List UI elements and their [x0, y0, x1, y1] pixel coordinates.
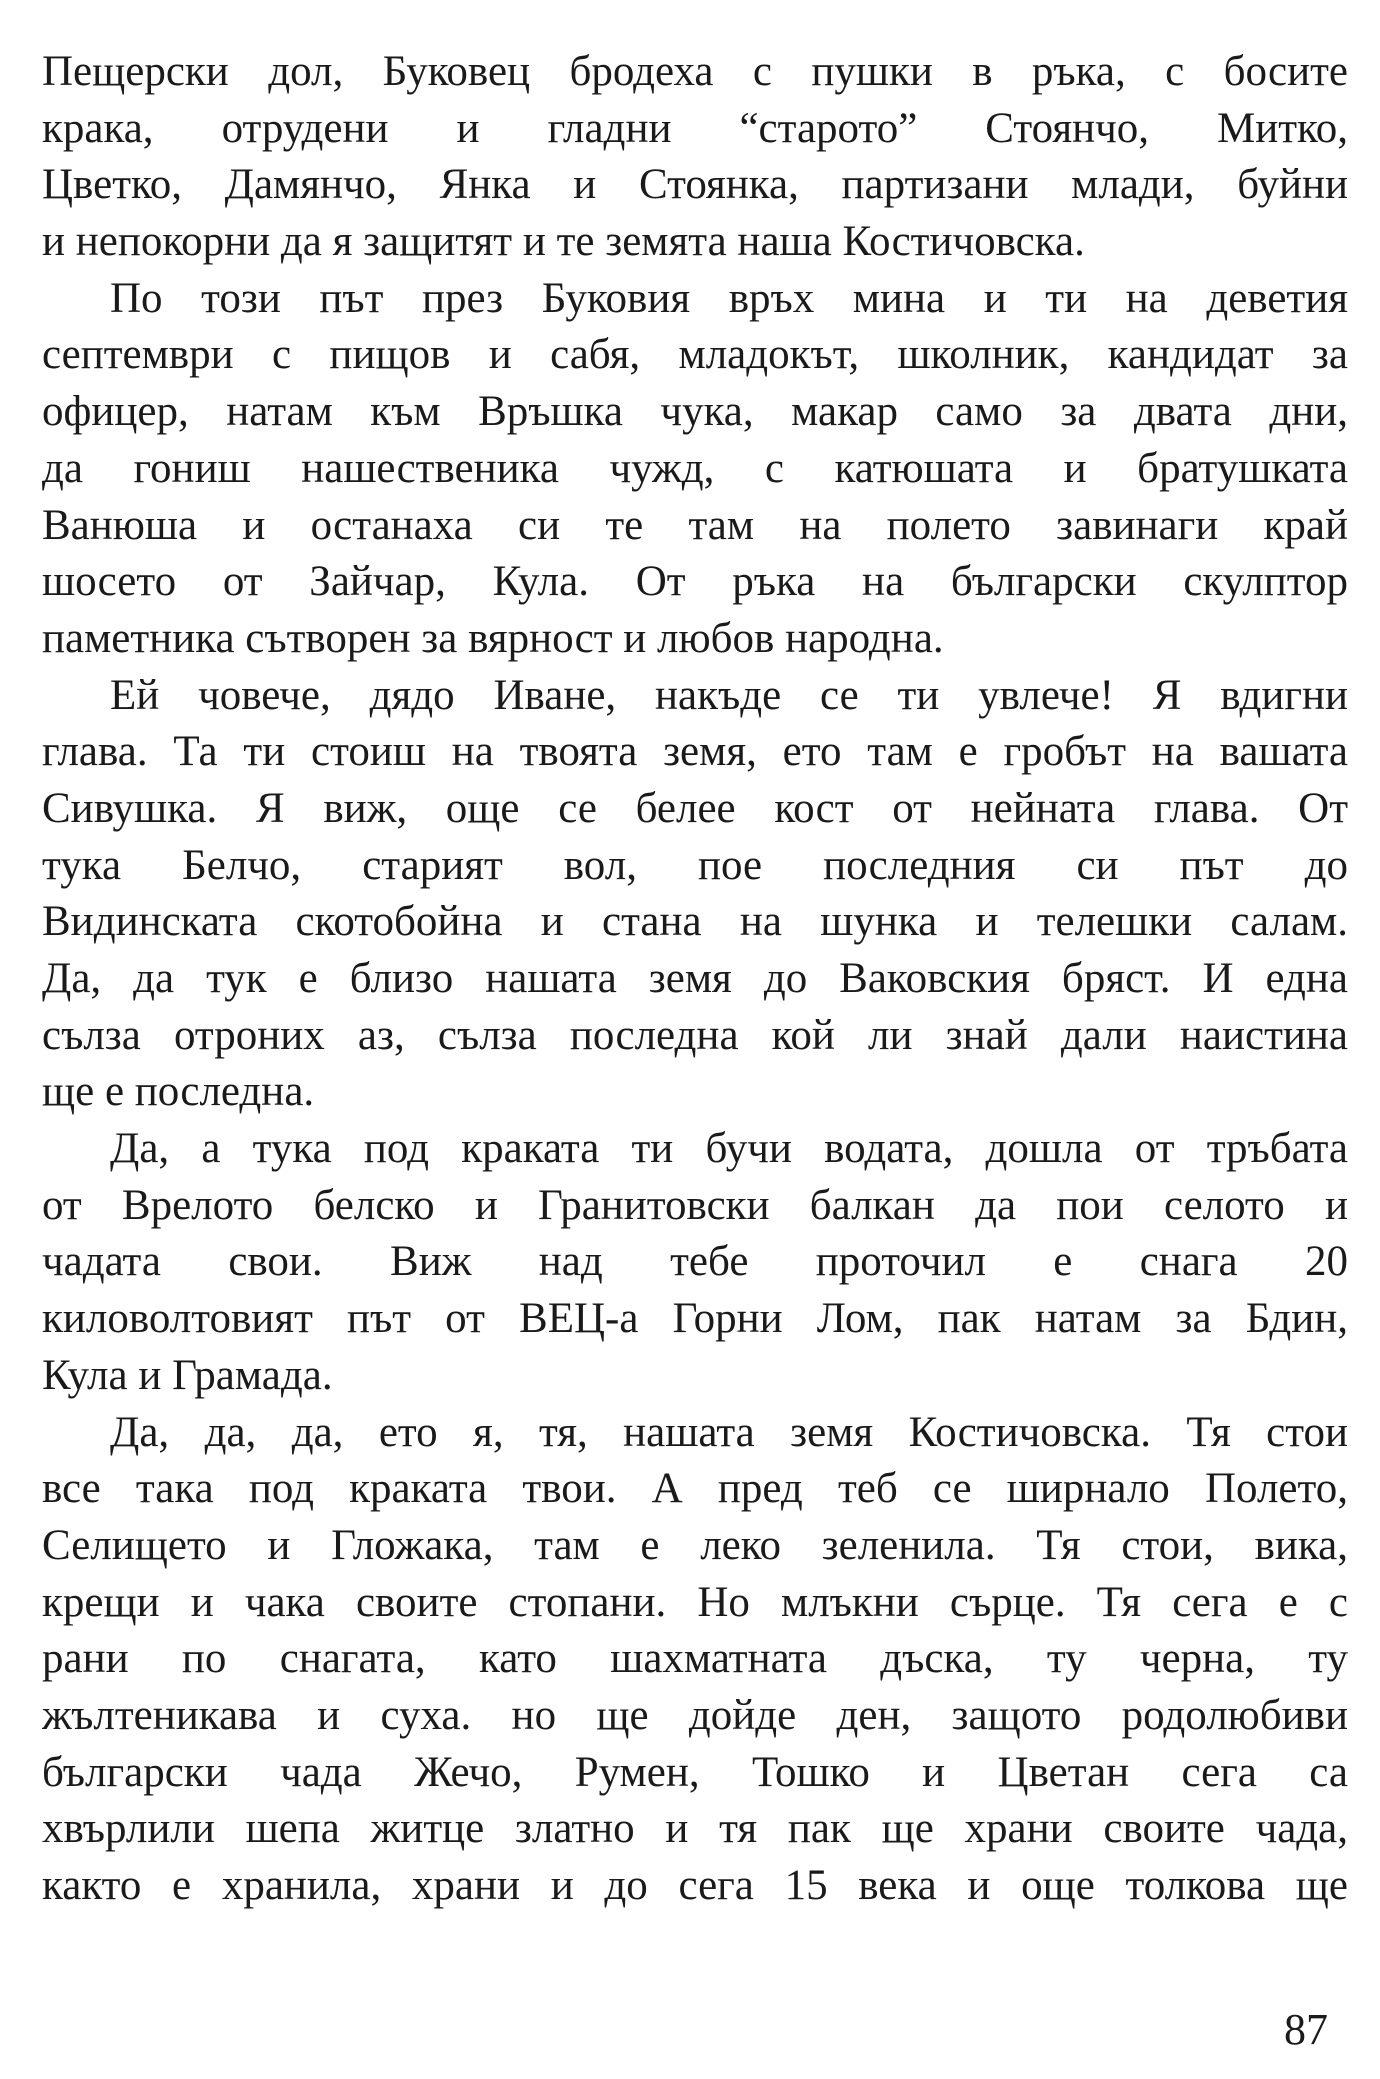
text-line: Цветко, Дамянчо, Янка и Стоянка, партизани млади, буйни	[42, 161, 1348, 209]
page-body	[42, 44, 1348, 1915]
text-line: паметника сътворен за вярност и любов народна.	[42, 614, 944, 662]
page-number: 87	[1284, 2005, 1328, 2054]
text-line: септември с пищов и сабя, младокът, школник, кандидат за	[42, 331, 1348, 379]
text-line: сълза отроних аз, сълза последна кой ли знай дали наистина	[42, 1011, 1348, 1059]
text-line: от Врелото белско и Гранитовски балкан да пои селото и	[42, 1181, 1348, 1229]
text-line: крещи и чака своите стопани. Но млъкни сърце. Тя сега е с	[42, 1578, 1348, 1626]
text-line: Кула и Грамада.	[42, 1351, 333, 1399]
text-line: български чада Жечо, Румен, Тошко и Цветан сега са	[42, 1748, 1348, 1796]
text-line: все така под краката твои. А пред теб се ширнало Полето,	[42, 1465, 1348, 1513]
text-line: киловолтовият път от ВЕЦ-а Горни Лом, пак натам за Бдин,	[42, 1295, 1348, 1343]
text-line: Видинската скотобойна и стана на шунка и телешки салам.	[42, 898, 1348, 946]
text-line: крака, отрудени и гладни “старото” Стоянчо, Митко,	[42, 104, 1348, 152]
text-line: глава. Та ти стоиш на твоята земя, ето там е гробът на вашата	[42, 728, 1348, 776]
text-line: ще е последна.	[42, 1068, 315, 1116]
text-line: По този път през Буковия връх мина и ти на деветия	[110, 274, 1348, 322]
text-line: рани по снагата, като шахматната дъска, ту черна, ту	[42, 1635, 1348, 1683]
text-line: Селището и Гложака, там е леко зеленила. Тя стои, вика,	[42, 1521, 1348, 1569]
text-line: Да, да, да, ето я, тя, нашата земя Костичовска. Тя стои	[110, 1408, 1348, 1456]
text-line: както е хранила, храни и до сега 15 века и още толкова ще	[42, 1862, 1348, 1909]
text-line: офицер, натам към Връшка чука, макар само за двата дни,	[42, 388, 1348, 436]
text-line: шосето от Зайчар, Кула. От ръка на български скулптор	[42, 558, 1348, 606]
text-line: тука Белчо, старият вол, пое последния си път до	[42, 841, 1348, 889]
text-line: Сивушка. Я виж, още се белее кост от нейната глава. От	[42, 784, 1348, 832]
text-line: и непокорни да я защитят и те земята наша Костичовска.	[42, 218, 1085, 266]
text-line: Да, да тук е близо нашата земя до Ваковския бряст. И една	[42, 955, 1348, 1002]
text-line: жълтеникава и суха. но ще дойде ден, защото родолюбиви	[42, 1691, 1348, 1739]
text-line: Ей човече, дядо Иване, накъде се ти увлече! Я вдигни	[110, 671, 1348, 719]
text-line: Да, а тука под краката ти бучи водата, дошла от тръбата	[110, 1125, 1348, 1173]
text-line: чадата свои. Виж над тебе проточил е снага 20	[42, 1238, 1348, 1286]
text-line: хвърлили шепа житце златно и тя пак ще храни своите чада,	[42, 1805, 1348, 1853]
text-line: Пещерски дол, Буковец бродеха с пушки в ръка, с босите	[42, 48, 1348, 95]
text-line: да гониш нашественика чужд, с катюшата и братушката	[42, 444, 1348, 492]
text-line: Ванюша и останаха си те там на полето завинаги край	[42, 501, 1348, 549]
